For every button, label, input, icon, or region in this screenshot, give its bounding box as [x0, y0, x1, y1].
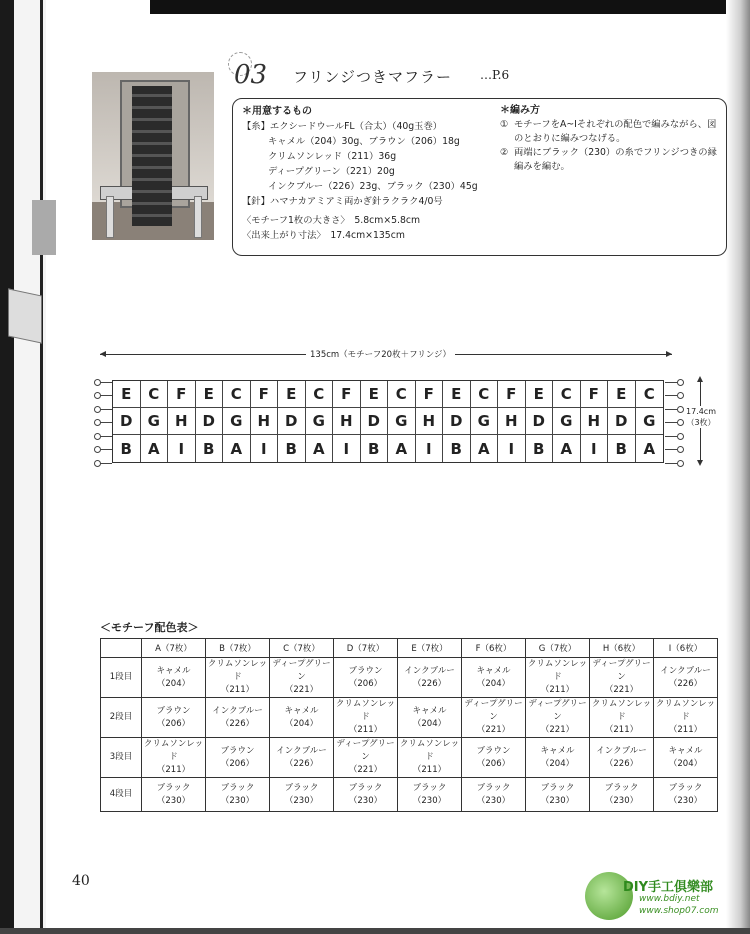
materials-heading: ＊用意するもの	[242, 106, 312, 117]
arrow-right-icon	[666, 351, 672, 357]
fringe-tip-icon	[94, 419, 101, 426]
table-cell: インクブルー （226）	[590, 738, 654, 778]
motif-cell: F	[333, 381, 361, 408]
method-step: ② 両端にブラック（230）の糸でフリンジつきの縁編みを編む。	[500, 147, 717, 172]
fringe-tip-icon	[677, 419, 684, 426]
scan-bottom-shadow	[0, 928, 750, 934]
motif-cell: A	[643, 439, 656, 458]
table-row	[101, 658, 718, 698]
table-cell: インクブルー （226）	[398, 658, 462, 698]
table-cell: キャメル （204）	[526, 738, 590, 778]
motif-cell: C	[471, 381, 499, 408]
motif-cell: H	[333, 408, 361, 435]
motif-cell: D	[361, 408, 389, 435]
table-cell: ブラウン （206）	[142, 698, 206, 738]
motif-cell: A	[141, 435, 169, 462]
motif-cell: D	[526, 408, 554, 435]
watermark-logo: DIY手工俱樂部 www.bdiy.net www.shop07.com	[585, 872, 735, 924]
method-heading: ＊編み方	[500, 105, 540, 116]
table-cell: ブラック （230）	[270, 778, 334, 812]
table-cell: キャメル （204）	[270, 698, 334, 738]
height-label: 17.4cm （3枚）	[685, 407, 716, 427]
motif-cell: I	[498, 435, 526, 462]
fringe-strand	[100, 463, 112, 464]
fringe-tip-icon	[677, 460, 684, 467]
motif-cell: I	[333, 435, 361, 462]
motif-cell: A	[306, 435, 334, 462]
motif-cell: C	[306, 381, 334, 408]
table-cell: ブラウン （206）	[334, 658, 398, 698]
motif-cell: G	[141, 408, 169, 435]
table-cell: インクブルー （226）	[270, 738, 334, 778]
scan-right-shadow	[726, 0, 750, 934]
color-table-title: ＜モチーフ配色表＞	[100, 621, 199, 634]
table-cell: ブラック （230）	[654, 778, 718, 812]
table-cell: ディープグリーン （221）	[590, 658, 654, 698]
table-cell: キャメル （204）	[142, 658, 206, 698]
table-column-header: C（7枚）	[270, 639, 334, 658]
table-cell: キャメル （204）	[462, 658, 526, 698]
motif-cell: E	[526, 381, 554, 408]
motif-cell: F	[251, 381, 279, 408]
motif-cell: I	[251, 435, 279, 462]
fringe-strand	[100, 382, 112, 383]
motif-cell: D	[196, 408, 224, 435]
motif-cell: F	[581, 381, 609, 408]
motif-cell: B	[361, 435, 389, 462]
motif-cell: F	[416, 381, 444, 408]
fringe-strand	[665, 463, 677, 464]
table-row	[101, 738, 718, 778]
table-cell: インクブルー （226）	[206, 698, 270, 738]
motif-cell: G	[223, 408, 251, 435]
table-cell: ブラック （230）	[142, 778, 206, 812]
table-cell: クリムソンレッド （211）	[526, 658, 590, 698]
table-row-header: 4段目	[101, 778, 142, 812]
yarn-label: 【糸】エクシードウールFL（合太）（40g玉巻）	[242, 121, 443, 132]
table-cell: クリムソンレッド （211）	[334, 698, 398, 738]
motif-cell: A	[553, 435, 581, 462]
motif-cell: C	[223, 381, 251, 408]
motif-cell: H	[416, 408, 444, 435]
scarf-image	[132, 86, 172, 226]
fringe-tip-icon	[677, 406, 684, 413]
fringe-tip-icon	[677, 392, 684, 399]
fringe-strand	[100, 422, 112, 423]
scan-edge-line	[40, 0, 43, 934]
table-cell: ディープグリーン （221）	[526, 698, 590, 738]
fringe-strand	[665, 436, 677, 437]
motif-cell: D	[278, 408, 306, 435]
motif-cell: C	[553, 381, 581, 408]
table-cell: ディープグリーン （221）	[462, 698, 526, 738]
table-row	[101, 778, 718, 812]
materials-list	[242, 104, 478, 243]
scan-binding-shadow	[0, 0, 14, 934]
page-number: 40	[72, 873, 90, 889]
width-dimension	[100, 348, 672, 362]
motif-cell: H	[581, 408, 609, 435]
fringe-strand	[100, 395, 112, 396]
motif-cell: F	[498, 381, 526, 408]
width-label: 135cm（モチーフ20枚＋フリンジ）	[306, 348, 455, 360]
fringe-tip-icon	[94, 379, 101, 386]
fringe-strand	[665, 409, 677, 410]
motif-cell: B	[526, 435, 554, 462]
motif-cell: E	[278, 381, 306, 408]
pattern-number: 03	[234, 60, 268, 90]
motif-cell: I	[168, 435, 196, 462]
motif-cell: F	[168, 381, 196, 408]
needle-line: 【針】ハマナカアミアミ両かぎ針ラクラク4/0号	[242, 196, 443, 207]
motif-cell: D	[443, 408, 471, 435]
table-column-header: A（7枚）	[142, 639, 206, 658]
table-cell: ブラック （230）	[462, 778, 526, 812]
motif-cell: B	[196, 435, 224, 462]
table-column-header: G（7枚）	[526, 639, 590, 658]
fringe-tip-icon	[677, 433, 684, 440]
table-row-header: 3段目	[101, 738, 142, 778]
fringe-strand	[665, 382, 677, 383]
page-reference: …P.6	[480, 68, 510, 82]
fringe-tip-icon	[94, 446, 101, 453]
table-cell: ブラウン （206）	[462, 738, 526, 778]
fringe-strand	[665, 422, 677, 423]
motif-cell: G	[636, 408, 664, 435]
motif-size: 〈モチーフ1枚の大きさ〉 5.8cm×5.8cm	[242, 215, 421, 226]
fringe-strand	[100, 409, 112, 410]
table-cell: ブラウン （206）	[206, 738, 270, 778]
table-row	[101, 698, 718, 738]
motif-cell: C	[636, 381, 664, 408]
motif-cell: H	[168, 408, 196, 435]
motif-cell: I	[581, 435, 609, 462]
table-column-header: B（7枚）	[206, 639, 270, 658]
fringe-strand	[665, 395, 677, 396]
table-cell: ディープグリーン （221）	[270, 658, 334, 698]
motif-cell: H	[498, 408, 526, 435]
motif-layout-grid	[112, 380, 664, 463]
yarn-line: ディープグリーン（221）20g	[268, 166, 395, 177]
fringe-strand	[665, 449, 677, 450]
motif-cell: A	[471, 435, 499, 462]
motif-cell: D	[608, 408, 636, 435]
table-cell: ブラック （230）	[526, 778, 590, 812]
yarn-line: クリムソンレッド（211）36g	[268, 151, 397, 162]
motif-cell: D	[113, 408, 141, 435]
table-row-header: 2段目	[101, 698, 142, 738]
page-tab	[32, 200, 56, 255]
motif-cell: B	[278, 435, 306, 462]
table-cell: ディープグリーン （221）	[334, 738, 398, 778]
motif-cell: A	[223, 435, 251, 462]
table-cell: クリムソンレッド （211）	[206, 658, 270, 698]
arrow-left-icon	[100, 351, 106, 357]
motif-cell: C	[388, 381, 416, 408]
yarn-line: インクブルー（226）23g、ブラック（230）45g	[268, 181, 478, 192]
fringe-tip-icon	[677, 446, 684, 453]
table-column-header: E（7枚）	[398, 639, 462, 658]
table-column-header: H（6枚）	[590, 639, 654, 658]
motif-cell: G	[388, 408, 416, 435]
fringe-strand	[100, 436, 112, 437]
motif-cell: B	[608, 435, 636, 462]
fringe-tip-icon	[94, 433, 101, 440]
motif-cell: I	[416, 435, 444, 462]
motif-cell: C	[141, 381, 169, 408]
table-cell: キャメル （204）	[398, 698, 462, 738]
pattern-title: フリンジつきマフラー	[293, 68, 453, 86]
fringe-strand	[100, 449, 112, 450]
fringe-tip-icon	[94, 406, 101, 413]
scan-top-shadow	[150, 0, 750, 14]
motif-cell: A	[388, 435, 416, 462]
table-cell: ブラック （230）	[206, 778, 270, 812]
method-list	[500, 104, 722, 174]
motif-cell: E	[196, 381, 224, 408]
table-column-header: I（6枚）	[654, 639, 718, 658]
arrow-up-icon	[697, 376, 703, 382]
method-step: ① モチーフをA~Iそれぞれの配色で編みながら、図のとおりに編みつなげる。	[500, 119, 717, 144]
arrow-down-icon	[697, 460, 703, 466]
motif-cell: G	[471, 408, 499, 435]
motif-cell: G	[553, 408, 581, 435]
motif-cell: B	[113, 435, 141, 462]
motif-cell: E	[443, 381, 471, 408]
page-fold	[8, 288, 42, 343]
motif-cell: E	[113, 381, 141, 408]
motif-cell: E	[608, 381, 636, 408]
motif-cell: G	[306, 408, 334, 435]
color-table	[100, 638, 718, 812]
fringe-tip-icon	[94, 460, 101, 467]
yarn-line: キャメル（204）30g、ブラウン（206）18g	[268, 136, 460, 147]
table-corner	[101, 639, 142, 658]
motif-cell: B	[443, 435, 471, 462]
table-cell: ブラック （230）	[334, 778, 398, 812]
motif-cell: E	[361, 381, 389, 408]
fringe-tip-icon	[94, 392, 101, 399]
table-column-header: F（6枚）	[462, 639, 526, 658]
table-cell: クリムソンレッド （211）	[590, 698, 654, 738]
product-photo	[92, 72, 214, 240]
table-cell: キャメル （204）	[654, 738, 718, 778]
table-cell: ブラック （230）	[590, 778, 654, 812]
table-cell: ブラック （230）	[398, 778, 462, 812]
table-cell: クリムソンレッド （211）	[654, 698, 718, 738]
table-cell: クリムソンレッド （211）	[398, 738, 462, 778]
table-column-header: D（7枚）	[334, 639, 398, 658]
table-cell: クリムソンレッド （211）	[142, 738, 206, 778]
table-row-header: 1段目	[101, 658, 142, 698]
table-cell: インクブルー （226）	[654, 658, 718, 698]
motif-cell: H	[251, 408, 279, 435]
finished-size: 〈出来上がり寸法〉 17.4cm×135cm	[242, 230, 405, 241]
fringe-tip-icon	[677, 379, 684, 386]
